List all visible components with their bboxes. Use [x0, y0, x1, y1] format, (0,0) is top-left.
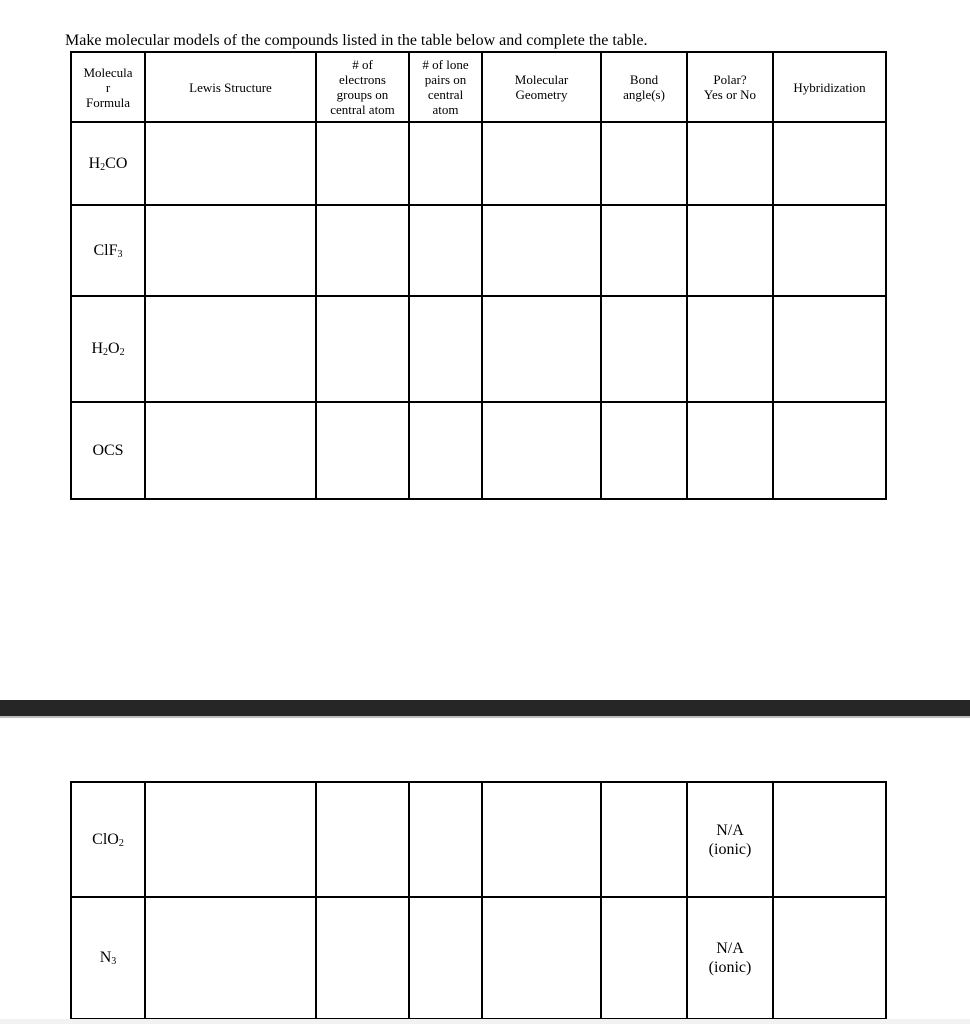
header-electron-groups: # of electrons groups on central atom	[316, 52, 409, 122]
bond-angles-cell[interactable]	[601, 897, 687, 1019]
polar-cell: N/A (ionic)	[687, 897, 773, 1019]
molecular-models-table-continued	[70, 781, 887, 1020]
formula-cell: ClF$_3$	[71, 205, 145, 296]
electron-groups-cell[interactable]	[316, 782, 409, 897]
table-row	[71, 205, 886, 296]
table-row	[71, 782, 886, 897]
formula-cell: $H_2CO$	[71, 122, 145, 205]
table-row	[71, 402, 886, 499]
header-lone-pairs: # of lone pairs on central atom	[409, 52, 482, 122]
molecular-geometry-cell[interactable]	[482, 897, 601, 1019]
electron-groups-cell[interactable]	[316, 897, 409, 1019]
molecular-models-table	[70, 51, 887, 500]
polar-cell[interactable]	[687, 205, 773, 296]
lone-pairs-cell[interactable]	[409, 402, 482, 499]
header-molecular-geometry: Molecular Geometry	[482, 52, 601, 122]
polar-cell: N/A (ionic)	[687, 782, 773, 897]
lone-pairs-cell[interactable]	[409, 122, 482, 205]
lone-pairs-cell[interactable]	[409, 296, 482, 402]
molecular-geometry-cell[interactable]	[482, 402, 601, 499]
bond-angles-cell[interactable]	[601, 122, 687, 205]
header-polar: Polar? Yes or No	[687, 52, 773, 122]
electron-groups-cell[interactable]	[316, 205, 409, 296]
lewis-structure-cell[interactable]	[145, 296, 316, 402]
hybridization-cell[interactable]	[773, 122, 886, 205]
bond-angles-cell[interactable]	[601, 782, 687, 897]
table-row	[71, 122, 886, 205]
bottom-edge	[0, 1019, 970, 1024]
table-row	[71, 296, 886, 402]
formula-cell: $N_3$	[71, 897, 145, 1019]
hybridization-cell[interactable]	[773, 782, 886, 897]
lewis-structure-cell[interactable]	[145, 897, 316, 1019]
page-separator-bar	[0, 700, 970, 716]
electron-groups-cell[interactable]	[316, 296, 409, 402]
header-lewis-structure: Lewis Structure	[145, 52, 316, 122]
polar-cell[interactable]	[687, 402, 773, 499]
bond-angles-cell[interactable]	[601, 296, 687, 402]
header-row	[71, 52, 886, 122]
lone-pairs-cell[interactable]	[409, 782, 482, 897]
instruction-text: Make molecular models of the compounds listed in the table below and complete the table.	[65, 32, 648, 49]
formula-cell: $H_2O_2$	[71, 296, 145, 402]
bond-angles-cell[interactable]	[601, 402, 687, 499]
lone-pairs-cell[interactable]	[409, 897, 482, 1019]
page-separator-shadow	[0, 716, 970, 718]
lone-pairs-cell[interactable]	[409, 205, 482, 296]
hybridization-cell[interactable]	[773, 296, 886, 402]
header-molecular-formula: Molecula r Formula	[71, 52, 145, 122]
polar-cell[interactable]	[687, 122, 773, 205]
molecular-geometry-cell[interactable]	[482, 205, 601, 296]
electron-groups-cell[interactable]	[316, 122, 409, 205]
molecular-geometry-cell[interactable]	[482, 782, 601, 897]
bond-angles-cell[interactable]	[601, 205, 687, 296]
table-row	[71, 897, 886, 1019]
hybridization-cell[interactable]	[773, 402, 886, 499]
polar-cell[interactable]	[687, 296, 773, 402]
header-hybridization: Hybridization	[773, 52, 886, 122]
lewis-structure-cell[interactable]	[145, 402, 316, 499]
hybridization-cell[interactable]	[773, 897, 886, 1019]
lewis-structure-cell[interactable]	[145, 782, 316, 897]
hybridization-cell[interactable]	[773, 205, 886, 296]
header-bond-angles: Bond angle(s)	[601, 52, 687, 122]
molecular-geometry-cell[interactable]	[482, 122, 601, 205]
lewis-structure-cell[interactable]	[145, 122, 316, 205]
electron-groups-cell[interactable]	[316, 402, 409, 499]
molecular-geometry-cell[interactable]	[482, 296, 601, 402]
formula-cell: OCS	[71, 402, 145, 499]
formula-cell: ClO$_2$	[71, 782, 145, 897]
lewis-structure-cell[interactable]	[145, 205, 316, 296]
